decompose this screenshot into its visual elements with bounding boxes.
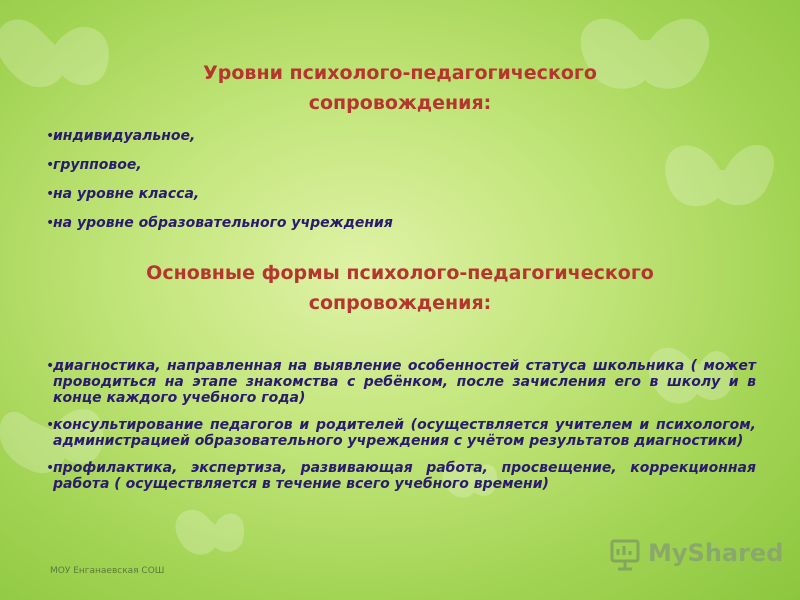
forms-list bbox=[46, 358, 756, 503]
list-item bbox=[46, 186, 756, 202]
list-item bbox=[46, 460, 756, 492]
section2-title-line2: сопровождения: bbox=[308, 292, 492, 314]
list-item-text: на уровне класса, bbox=[53, 186, 200, 202]
list-item-text: на уровне образовательного учреждения bbox=[53, 215, 393, 231]
bullet-icon: • bbox=[46, 128, 55, 144]
list-item-text: консультирование педагогов и родителей (осуществляется учителем и психологом, администрацией образовательного учреждения с учётом результатов диагностики) bbox=[53, 417, 756, 449]
list-item-text: групповое, bbox=[53, 157, 142, 173]
bullet-icon: • bbox=[46, 460, 55, 476]
section1-title-line2: сопровождения: bbox=[308, 92, 492, 114]
bullet-icon: • bbox=[46, 186, 55, 202]
list-item-text: диагностика, направленная на выявление особенностей статуса школьника ( может проводиться на этапе знакомства с ребёнком, после зачисления его в школу и в конце каждого учебного года) bbox=[53, 358, 756, 406]
watermark-text: MyShared bbox=[648, 539, 784, 567]
list-item bbox=[46, 215, 756, 231]
list-item bbox=[46, 358, 756, 406]
watermark-logo bbox=[606, 535, 784, 575]
list-item-text: профилактика, экспертиза, развивающая работа, просвещение, коррекционная работа ( осуществляется в течение всего учебного времени) bbox=[53, 460, 756, 492]
section2-title-line1: Основные формы психолого-педагогического bbox=[146, 262, 654, 284]
list-item bbox=[46, 417, 756, 449]
section1-title bbox=[120, 58, 680, 118]
list-item-text: индивидуальное, bbox=[53, 128, 196, 144]
list-item bbox=[46, 157, 756, 173]
bullet-icon: • bbox=[46, 215, 55, 231]
section2-title bbox=[80, 258, 720, 318]
footer-school-name: МОУ Енганаевская СОШ bbox=[50, 566, 165, 576]
bullet-icon: • bbox=[46, 417, 55, 433]
list-item bbox=[46, 128, 756, 144]
bullet-icon: • bbox=[46, 358, 55, 374]
presentation-board-icon bbox=[608, 537, 644, 573]
levels-list bbox=[46, 128, 756, 244]
section1-title-line1: Уровни психолого-педагогического bbox=[203, 62, 597, 84]
bullet-icon: • bbox=[46, 157, 55, 173]
